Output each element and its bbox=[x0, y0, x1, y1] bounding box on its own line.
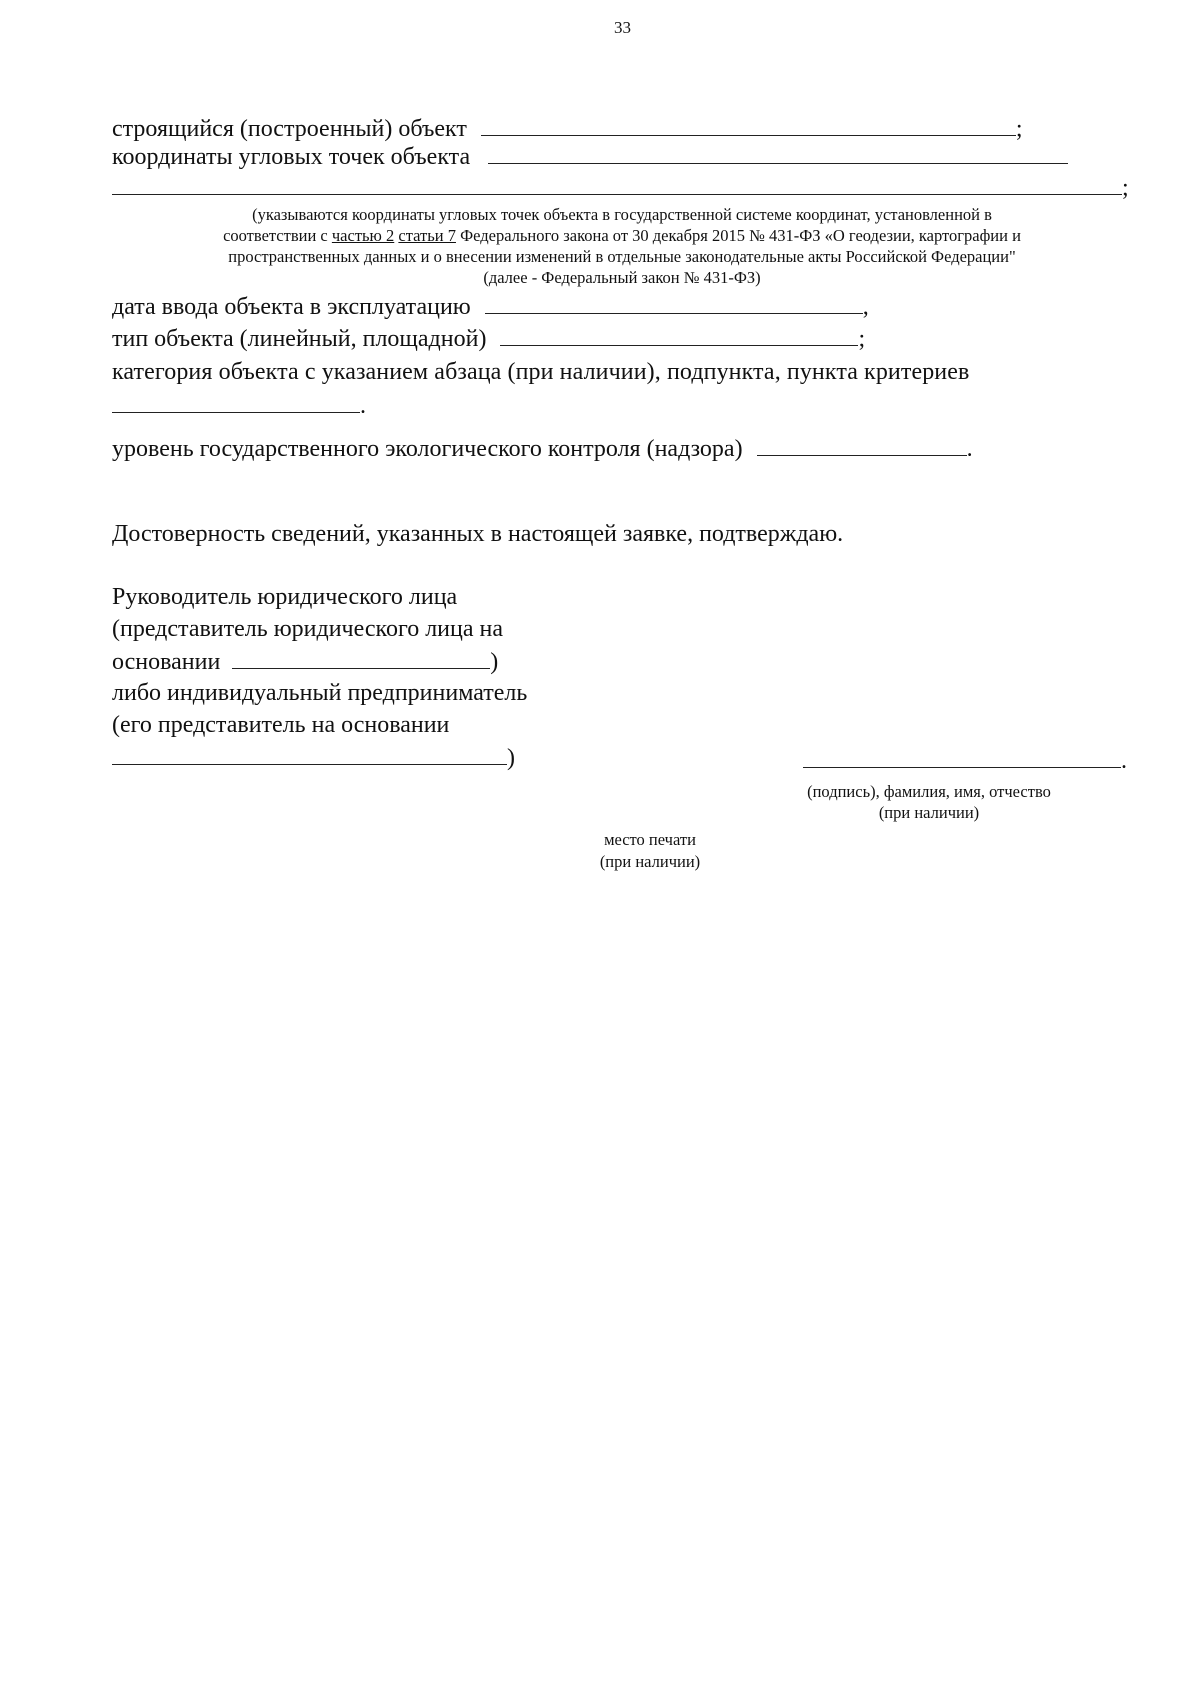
coords-note-line-3: пространственных данных и о внесении изменений в отдельные законодательные акты Российской Федерации" bbox=[228, 247, 1016, 266]
coords-end: ; bbox=[1122, 175, 1129, 201]
object-blank[interactable] bbox=[481, 113, 1016, 136]
signature-end: . bbox=[1121, 748, 1127, 774]
coords-blank-1[interactable] bbox=[488, 141, 1068, 164]
signature-field-row bbox=[803, 745, 1127, 776]
date-label: дата ввода объекта в эксплуатацию bbox=[112, 294, 471, 320]
type-end: ; bbox=[858, 326, 866, 352]
level-end: . bbox=[966, 436, 973, 462]
category-end: . bbox=[360, 393, 366, 419]
law-part-link[interactable]: частью 2 bbox=[331, 226, 395, 245]
category-label: категория объекта с указанием абзаца (при наличии), подпункта, пункта критериев bbox=[112, 359, 970, 385]
signatory-line-2: (представитель юридического лица на bbox=[112, 616, 504, 642]
law-article-link[interactable]: статьи 7 bbox=[398, 226, 456, 245]
category-field-row-2 bbox=[112, 390, 366, 421]
coords-note-line-1: (указываются координаты угловых точек объекта в государственной системе координат, установленной в bbox=[252, 205, 992, 224]
date-blank[interactable] bbox=[485, 291, 863, 314]
level-label: уровень государственного экологического контроля (надзора) bbox=[112, 436, 743, 462]
category-field-row bbox=[112, 357, 969, 387]
signatory-line-3 bbox=[112, 646, 498, 677]
signatory-line-4: либо индивидуальный предприниматель bbox=[112, 680, 528, 706]
coords-note-text-2: Федерального закона от 30 декабря 2015 № 431-ФЗ «О геодезии, картографии и bbox=[455, 226, 1021, 245]
type-label: тип объекта (линейный, площадной) bbox=[112, 326, 487, 352]
level-field-row bbox=[112, 433, 973, 464]
basis-end: ) bbox=[490, 649, 499, 675]
page-number: 33 bbox=[614, 18, 631, 37]
coords-blank-2[interactable] bbox=[112, 172, 1122, 195]
date-field-row bbox=[112, 291, 869, 322]
stamp-caption-1: место печати bbox=[604, 830, 696, 849]
coords-label: координаты угловых точек объекта bbox=[112, 144, 471, 170]
signatory-line-1: Руководитель юридического лица bbox=[112, 584, 458, 610]
representative-basis-end: ) bbox=[507, 745, 515, 771]
type-blank[interactable] bbox=[500, 323, 858, 346]
object-label: строящийся (построенный) объект bbox=[112, 116, 467, 142]
coords-field-row bbox=[112, 141, 1068, 172]
confirmation-text: Достоверность сведений, указанных в настоящей заявке, подтверждаю. bbox=[112, 521, 844, 547]
object-end: ; bbox=[1015, 116, 1023, 142]
signatory-line-5: (его представитель на основании bbox=[112, 712, 450, 738]
level-blank[interactable] bbox=[757, 433, 967, 456]
representative-basis-blank[interactable] bbox=[112, 742, 507, 765]
basis-blank[interactable] bbox=[232, 646, 490, 669]
date-end: , bbox=[862, 294, 869, 320]
coords-note-text: соответствии с bbox=[223, 226, 332, 245]
coords-field-row-2 bbox=[112, 172, 1129, 203]
basis-label: основании bbox=[112, 649, 221, 675]
object-field-row bbox=[112, 113, 1023, 144]
signature-caption-2: (при наличии) bbox=[878, 803, 980, 822]
signature-blank[interactable] bbox=[803, 745, 1121, 768]
coords-note-line-2 bbox=[112, 226, 1132, 246]
type-field-row bbox=[112, 323, 865, 354]
category-blank[interactable] bbox=[112, 390, 360, 413]
signature-caption-1: (подпись), фамилия, имя, отчество bbox=[807, 782, 1051, 801]
signatory-line-6 bbox=[112, 742, 515, 773]
coords-note-line-4: (далее - Федеральный закон № 431-ФЗ) bbox=[483, 268, 761, 287]
stamp-caption-2: (при наличии) bbox=[599, 852, 701, 871]
